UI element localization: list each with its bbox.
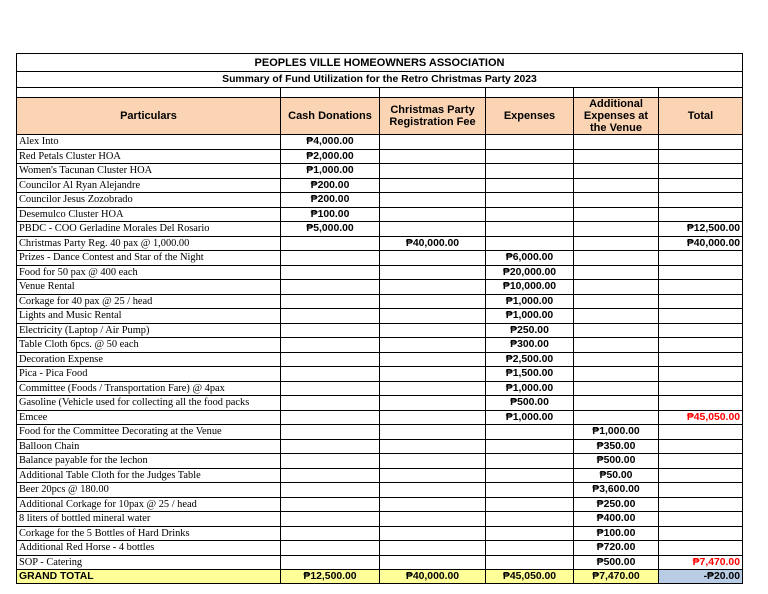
cell-cash [281,338,380,353]
cell-total: ₱40,000.00 [659,236,743,251]
cell-cash [281,512,380,527]
cell-additional: ₱250.00 [574,497,659,512]
cell-total: ₱7,470.00 [659,555,743,570]
cell-expenses: ₱10,000.00 [486,280,574,295]
cell-total [659,164,743,179]
cell-total [659,425,743,440]
cell-particulars: Beer 20pcs @ 180.00 [17,483,281,498]
table-row [17,367,743,382]
cell-total [659,381,743,396]
cell-registration: ₱40,000.00 [380,236,486,251]
header-expenses: Expenses [486,98,574,135]
cell-additional [574,251,659,266]
cell-cash [281,280,380,295]
cell-additional [574,309,659,324]
cell-expenses: ₱6,000.00 [486,251,574,266]
cell-additional: ₱50.00 [574,468,659,483]
cell-registration [380,425,486,440]
table-row [17,338,743,353]
cell-registration [380,164,486,179]
cell-additional [574,367,659,382]
cell-cash [281,468,380,483]
cell-particulars: Red Petals Cluster HOA [17,149,281,164]
cell-registration [380,135,486,150]
cell-total [659,526,743,541]
cell-additional: ₱3,600.00 [574,483,659,498]
cell-total [659,309,743,324]
table-row [17,236,743,251]
cell-additional [574,164,659,179]
cell-expenses: ₱1,000.00 [486,294,574,309]
cell-cash [281,497,380,512]
cell-cash [281,483,380,498]
table-row [17,381,743,396]
spacer-cell [17,88,281,98]
cell-registration [380,149,486,164]
cell-total [659,497,743,512]
table-row [17,512,743,527]
cell-expenses [486,512,574,527]
cell-expenses [486,483,574,498]
cell-particulars: Emcee [17,410,281,425]
cell-additional [574,338,659,353]
grand-total-additional: ₱7,470.00 [574,570,659,584]
cell-expenses: ₱20,000.00 [486,265,574,280]
cell-expenses [486,454,574,469]
spacer-cell [659,88,743,98]
cell-total [659,338,743,353]
cell-expenses: ₱1,500.00 [486,367,574,382]
cell-particulars: Councilor Al Ryan Alejandre [17,178,281,193]
cell-cash: ₱5,000.00 [281,222,380,237]
cell-additional [574,323,659,338]
cell-total [659,178,743,193]
cell-expenses [486,526,574,541]
cell-expenses: ₱2,500.00 [486,352,574,367]
cell-total [659,135,743,150]
cell-registration [380,193,486,208]
cell-additional: ₱720.00 [574,541,659,556]
table-row [17,193,743,208]
cell-expenses [486,439,574,454]
cell-additional: ₱350.00 [574,439,659,454]
cell-registration [380,367,486,382]
grand-total-row [17,570,743,584]
cell-registration [380,410,486,425]
table-row [17,135,743,150]
cell-expenses [486,468,574,483]
cell-expenses [486,425,574,440]
table-row [17,497,743,512]
table-row [17,526,743,541]
cell-additional [574,135,659,150]
cell-particulars: Pica - Pica Food [17,367,281,382]
table-row [17,454,743,469]
table-row [17,294,743,309]
cell-expenses [486,149,574,164]
cell-particulars: Balloon Chain [17,439,281,454]
cell-additional: ₱100.00 [574,526,659,541]
cell-total [659,280,743,295]
cell-additional [574,352,659,367]
cell-particulars: Additional Corkage for 10pax @ 25 / head [17,497,281,512]
table-row [17,251,743,266]
cell-particulars: Decoration Expense [17,352,281,367]
cell-expenses [486,178,574,193]
cell-total [659,483,743,498]
cell-particulars: Women's Tacunan Cluster HOA [17,164,281,179]
cell-cash [281,352,380,367]
cell-registration [380,396,486,411]
cell-expenses [486,236,574,251]
table-row [17,178,743,193]
cell-total [659,541,743,556]
cell-registration [380,512,486,527]
table-row [17,425,743,440]
cell-expenses: ₱1,000.00 [486,381,574,396]
cell-additional [574,178,659,193]
cell-cash: ₱4,000.00 [281,135,380,150]
cell-registration [380,497,486,512]
cell-cash [281,236,380,251]
cell-additional [574,294,659,309]
table-row [17,207,743,222]
cell-cash [281,294,380,309]
grand-total-label: GRAND TOTAL [17,570,281,584]
cell-particulars: Additional Red Horse - 4 bottles [17,541,281,556]
cell-expenses: ₱300.00 [486,338,574,353]
cell-total [659,454,743,469]
cell-particulars: Christmas Party Reg. 40 pax @ 1,000.00 [17,236,281,251]
cell-particulars: Venue Rental [17,280,281,295]
cell-total [659,468,743,483]
cell-additional [574,381,659,396]
cell-additional [574,410,659,425]
spacer-cell [486,88,574,98]
cell-total [659,265,743,280]
header-total: Total [659,98,743,135]
cell-cash [281,265,380,280]
cell-expenses [486,193,574,208]
cell-registration [380,541,486,556]
cell-cash: ₱1,000.00 [281,164,380,179]
cell-additional [574,193,659,208]
cell-cash [281,396,380,411]
cell-cash [281,526,380,541]
cell-expenses [486,222,574,237]
cell-registration [380,352,486,367]
cell-cash [281,555,380,570]
table-row [17,541,743,556]
cell-expenses: ₱250.00 [486,323,574,338]
cell-total [659,352,743,367]
cell-total [659,193,743,208]
cell-registration [380,338,486,353]
table-row [17,323,743,338]
cell-registration [380,468,486,483]
table-row [17,222,743,237]
cell-particulars: SOP - Catering [17,555,281,570]
cell-expenses [486,164,574,179]
cell-registration [380,222,486,237]
cell-registration [380,454,486,469]
cell-registration [380,265,486,280]
spacer-cell [574,88,659,98]
table-row [17,280,743,295]
cell-particulars: Lights and Music Rental [17,309,281,324]
cell-expenses: ₱1,000.00 [486,410,574,425]
cell-total [659,439,743,454]
data-rows [17,135,743,570]
title-row [17,54,743,72]
cell-total [659,512,743,527]
cell-cash [281,439,380,454]
cell-additional [574,396,659,411]
cell-expenses [486,541,574,556]
table-row [17,352,743,367]
cell-expenses [486,135,574,150]
cell-registration [380,483,486,498]
table-row [17,483,743,498]
cell-particulars: Committee (Foods / Transportation Fare) @ 4pax [17,381,281,396]
cell-total [659,294,743,309]
table-row [17,149,743,164]
cell-expenses [486,207,574,222]
table-row [17,555,743,570]
table-row [17,164,743,179]
cell-cash [281,367,380,382]
cell-cash [281,381,380,396]
cell-total: ₱12,500.00 [659,222,743,237]
table-row [17,468,743,483]
cell-cash [281,454,380,469]
cell-particulars: PBDC - COO Gerladine Morales Del Rosario [17,222,281,237]
cell-cash: ₱200.00 [281,193,380,208]
cell-registration [380,526,486,541]
cell-additional [574,207,659,222]
cell-particulars: Corkage for 40 pax @ 25 / head [17,294,281,309]
subtitle-row [17,72,743,88]
cell-additional [574,222,659,237]
cell-cash: ₱100.00 [281,207,380,222]
cell-cash [281,410,380,425]
cell-additional: ₱500.00 [574,555,659,570]
header-particulars: Particulars [17,98,281,135]
cell-particulars: Balance payable for the lechon [17,454,281,469]
spacer-cell [380,88,486,98]
cell-particulars: 8 liters of bottled mineral water [17,512,281,527]
cell-particulars: Food for 50 pax @ 400 each [17,265,281,280]
cell-particulars: Desemulco Cluster HOA [17,207,281,222]
cell-cash [281,309,380,324]
grand-total-cash: ₱12,500.00 [281,570,380,584]
table-row [17,410,743,425]
cell-cash: ₱2,000.00 [281,149,380,164]
grand-total-balance: -₱20.00 [659,570,743,584]
cell-registration [380,280,486,295]
cell-total: ₱45,050.00 [659,410,743,425]
grand-total-expenses: ₱45,050.00 [486,570,574,584]
cell-additional: ₱500.00 [574,454,659,469]
cell-particulars: Table Cloth 6pcs. @ 50 each [17,338,281,353]
cell-total [659,149,743,164]
grand-total-registration: ₱40,000.00 [380,570,486,584]
header-registration-fee: Christmas Party Registration Fee [380,98,486,135]
cell-expenses: ₱500.00 [486,396,574,411]
cell-registration [380,381,486,396]
cell-additional: ₱1,000.00 [574,425,659,440]
cell-cash: ₱200.00 [281,178,380,193]
cell-particulars: Food for the Committee Decorating at the Venue [17,425,281,440]
cell-cash [281,425,380,440]
cell-additional [574,280,659,295]
cell-cash [281,323,380,338]
cell-total [659,396,743,411]
cell-registration [380,207,486,222]
fund-summary-table [16,53,743,584]
cell-total [659,207,743,222]
cell-registration [380,323,486,338]
cell-total [659,367,743,382]
table-row [17,439,743,454]
cell-registration [380,178,486,193]
cell-particulars: Corkage for the 5 Bottles of Hard Drinks [17,526,281,541]
header-row [17,98,743,135]
cell-total [659,323,743,338]
cell-registration [380,555,486,570]
cell-expenses: ₱1,000.00 [486,309,574,324]
cell-registration [380,294,486,309]
cell-cash [281,541,380,556]
cell-total [659,251,743,266]
cell-additional [574,265,659,280]
cell-particulars: Alex Into [17,135,281,150]
cell-particulars: Electricity (Laptop / Air Pump) [17,323,281,338]
cell-additional: ₱400.00 [574,512,659,527]
cell-registration [380,251,486,266]
sheet-subtitle: Summary of Fund Utilization for the Retro Christmas Party 2023 [17,72,743,88]
table-row [17,309,743,324]
cell-registration [380,439,486,454]
fund-summary-sheet [16,53,743,584]
spacer-cell [281,88,380,98]
cell-registration [380,309,486,324]
sheet-title: PEOPLES VILLE HOMEOWNERS ASSOCIATION [17,54,743,72]
cell-cash [281,251,380,266]
table-row [17,265,743,280]
spacer-row [17,88,743,98]
cell-particulars: Councilor Jesus Zozobrado [17,193,281,208]
cell-additional [574,236,659,251]
cell-additional [574,149,659,164]
cell-particulars: Gasoline (Vehicle used for collecting all the food packs [17,396,281,411]
cell-particulars: Additional Table Cloth for the Judges Table [17,468,281,483]
header-additional-expenses: Additional Expenses at the Venue [574,98,659,135]
cell-expenses [486,497,574,512]
header-cash-donations: Cash Donations [281,98,380,135]
cell-particulars: Prizes - Dance Contest and Star of the Night [17,251,281,266]
table-row [17,396,743,411]
cell-expenses [486,555,574,570]
